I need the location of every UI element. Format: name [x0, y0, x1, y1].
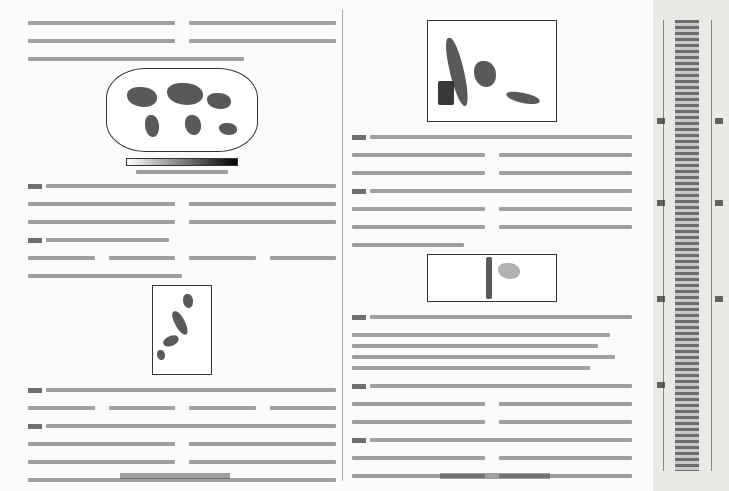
question-number-icon [28, 424, 42, 429]
question-16-option-b [352, 344, 598, 348]
question-17 [352, 377, 632, 395]
option-b [499, 153, 632, 157]
question-number-icon [28, 388, 42, 393]
question-number-icon [352, 315, 366, 320]
question-15-text [370, 189, 632, 193]
left-page-footer [120, 473, 230, 479]
option-d [270, 256, 337, 260]
option-b [189, 21, 336, 25]
option-a [28, 442, 175, 446]
question-10-text [46, 184, 336, 188]
question-number-icon [352, 438, 366, 443]
strip-label-5 [715, 118, 723, 124]
option-d [499, 420, 632, 424]
question-12-options [28, 399, 336, 417]
japan-map-figure [152, 285, 212, 375]
question-number-icon [352, 189, 366, 194]
option-c [352, 225, 485, 229]
question-14-options-cd [352, 164, 632, 182]
question-11 [28, 231, 336, 249]
option-a [352, 153, 485, 157]
option-c [28, 220, 175, 224]
world-map-caption [136, 170, 228, 174]
question-14-options-ab [352, 146, 632, 164]
question-10-options-ab [28, 195, 336, 213]
option-a [28, 406, 95, 410]
strip-label-7 [715, 296, 723, 302]
question-12 [28, 381, 336, 399]
question-number-icon [28, 238, 42, 243]
option-c [352, 420, 485, 424]
question-16 [352, 308, 632, 326]
question-15-options-ab [352, 200, 632, 218]
map-legend [126, 158, 238, 166]
intro-text-4 [352, 243, 464, 247]
question-16-option-d [352, 366, 590, 370]
question-15-options-cd [352, 218, 632, 236]
right-page-footer [440, 473, 550, 479]
question-17-options-cd [352, 413, 632, 431]
chile-map-figure [427, 254, 557, 302]
right-column [352, 14, 632, 485]
question-14 [352, 128, 632, 146]
option-a [28, 202, 175, 206]
question-14-text [370, 135, 632, 139]
question-number-icon [28, 184, 42, 189]
strip-label-4 [657, 382, 665, 388]
option-c [28, 460, 175, 464]
intro-text-2 [28, 274, 182, 278]
option-a [28, 21, 175, 25]
question-11-options [28, 249, 336, 267]
question-16-option-c [352, 355, 615, 359]
binding-band [675, 20, 699, 471]
question-12-text [46, 388, 336, 392]
option-a [28, 256, 95, 260]
question-13 [28, 417, 336, 435]
question-15 [352, 182, 632, 200]
option-b [109, 256, 176, 260]
question-10 [28, 177, 336, 195]
question-10-options-cd [28, 213, 336, 231]
question-16-option-a [352, 333, 610, 337]
answer-card-strip [653, 0, 729, 491]
option-a [352, 456, 485, 460]
strip-label-2 [657, 200, 665, 206]
option-c [189, 406, 256, 410]
option-d [499, 171, 632, 175]
option-a [352, 207, 485, 211]
question-16-text [370, 315, 632, 319]
question-number-icon [352, 384, 366, 389]
option-b [189, 202, 336, 206]
options-row-2 [28, 32, 336, 50]
option-b [189, 442, 336, 446]
options-row-1 [28, 14, 336, 32]
option-b [499, 456, 632, 460]
question-13-options-ab [28, 435, 336, 453]
option-a [352, 402, 485, 406]
option-d [189, 460, 336, 464]
world-map-figure [106, 68, 258, 152]
option-c [352, 171, 485, 175]
question-13-text [46, 424, 336, 428]
question-18-text [370, 438, 632, 442]
option-d [189, 220, 336, 224]
option-c [28, 39, 175, 43]
question-18-options-ab [352, 449, 632, 467]
question-17-options-ab [352, 395, 632, 413]
question-number-icon [352, 135, 366, 140]
option-d [189, 39, 336, 43]
strip-label-1 [657, 118, 665, 124]
intro-text-1 [28, 57, 244, 61]
option-d [499, 225, 632, 229]
question-18 [352, 431, 632, 449]
southeast-asia-map-figure [427, 20, 557, 122]
option-b [109, 406, 176, 410]
question-17-text [370, 384, 632, 388]
strip-label-6 [715, 200, 723, 206]
strip-label-3 [657, 296, 665, 302]
question-13-options-cd [28, 453, 336, 471]
left-column [28, 14, 336, 489]
question-11-text [46, 238, 169, 242]
option-d [270, 406, 337, 410]
option-c [189, 256, 256, 260]
column-divider [342, 10, 343, 481]
option-b [499, 207, 632, 211]
option-b [499, 402, 632, 406]
